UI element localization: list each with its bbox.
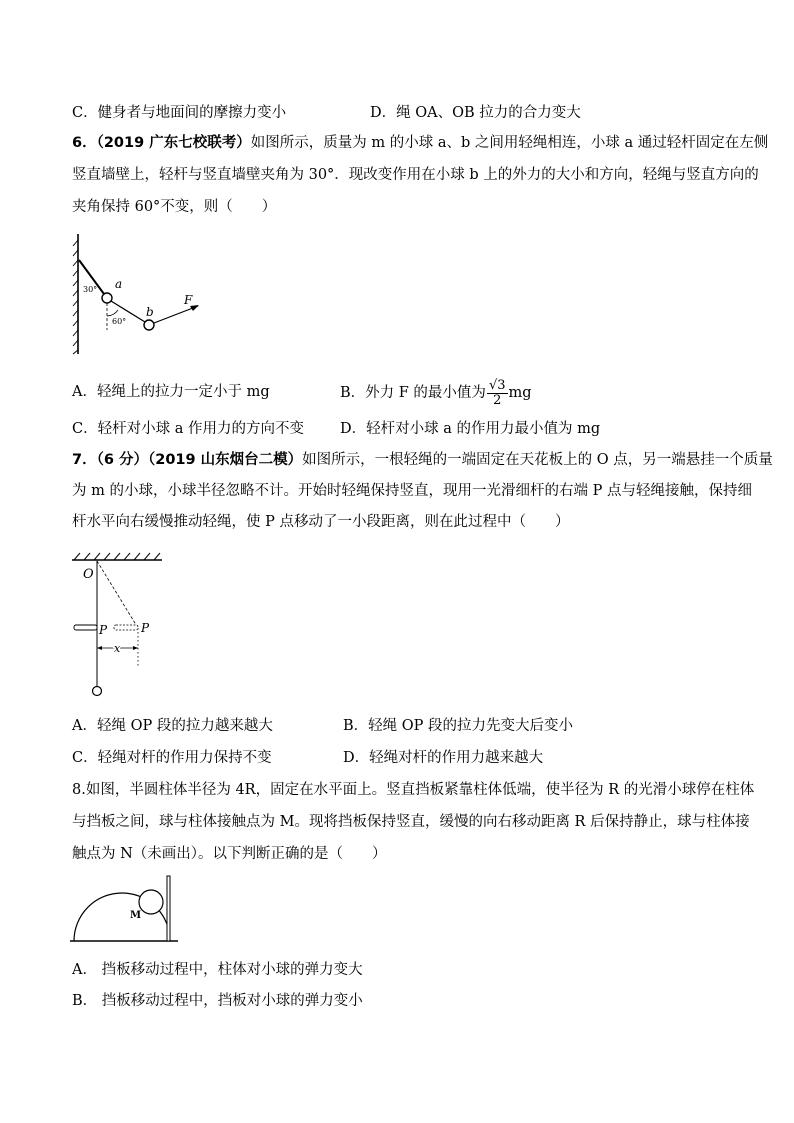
- q6-text1: 如图所示，质量为 m 的小球 a、b 之间用轻绳相连，小球 a 通过轻杆固定在左侧: [250, 135, 769, 151]
- q7-label-O: O: [83, 567, 94, 582]
- q7-option-d: D．轻绳对杆的作用力越来越大: [343, 750, 544, 766]
- q6-option-c: C．轻杆对小球 a 作用力的方向不变: [72, 421, 304, 437]
- q7-label-P-right: P: [141, 621, 150, 635]
- q6-angle-arc: [107, 310, 118, 316]
- q6-ball-a: [102, 293, 112, 303]
- q6-option-d: D．轻杆对小球 a 的作用力最小值为 mg: [340, 421, 601, 437]
- q6-ball-b: [144, 320, 154, 330]
- q8-label-M: M: [130, 910, 142, 921]
- q7-option-b: B．轻绳 OP 段的拉力先变大后变小: [343, 718, 574, 734]
- q6-option-b-text: B．外力 F 的最小值为: [340, 385, 486, 401]
- q8-stem-line2: 与挡板之间，球与柱体接触点为 M。现将挡板保持竖直，缓慢的向右移动距离 R 后保持静止，球与柱体接: [72, 814, 750, 830]
- q6-figure: [66, 232, 216, 360]
- q6-stem-line3: 夹角保持 60°不变，则（ ）: [72, 199, 277, 215]
- q7-stem-line2: 为 m 的小球，小球半径忽略不计。开始时轻绳保持竖直，现用一光滑细杆的右端 P 点与轻绳接触，保持细: [72, 483, 752, 499]
- q6-option-b-fraction: [487, 379, 508, 408]
- q6-label-b: b: [146, 305, 154, 319]
- q7-label-P-left: P: [99, 623, 108, 637]
- q8-stem-line3: 触点为 N（未画出）。以下判断正确的是（ ）: [72, 846, 387, 862]
- q6-label-60: 60°: [112, 317, 127, 326]
- q7-text1: 如图所示，一根轻绳的一端固定在天花板上的 O 点，另一端悬挂一个质量: [302, 452, 773, 468]
- q6-stem-line1: [72, 133, 769, 153]
- q6-option-b-unit: mg: [508, 385, 532, 401]
- q8-board: [167, 876, 170, 941]
- q6-label-30: 30°: [83, 285, 98, 294]
- q7-source: （6 分）（2019 山东烟台二模）: [96, 452, 303, 468]
- q5-option-c: C．健身者与地面间的摩擦力变小: [72, 105, 287, 121]
- q7-number: 7．: [72, 452, 97, 468]
- q8-stem-line1: 8.如图，半圆柱体半径为 4R，固定在水平面上。竖直挡板紧靠柱体低端，使半径为 R 的光滑小球停在柱体: [72, 782, 755, 798]
- q6-label-a: a: [115, 277, 123, 291]
- q6-option-b: [340, 376, 532, 410]
- q8-option-a: A． 挡板移动过程中，柱体对小球的弹力变大: [72, 962, 363, 978]
- q7-rod-initial: [74, 625, 97, 630]
- q7-string-displaced: [97, 561, 138, 628]
- q6-frac-den: 2: [493, 392, 502, 408]
- q6-source: （2019 广东七校联考）: [96, 135, 251, 151]
- q7-label-x: x: [114, 642, 121, 655]
- q8-figure: [66, 870, 186, 946]
- q6-force-arrow: [154, 306, 198, 323]
- q7-option-c: C．轻绳对杆的作用力保持不变: [72, 750, 272, 766]
- q7-rod-moved: [114, 625, 138, 630]
- q7-stem-line3: 杆水平向右缓慢推动轻绳，使 P 点移动了一小段距离，则在此过程中（ ）: [72, 514, 570, 530]
- q7-stem-line1: [72, 450, 773, 470]
- q7-figure: [66, 548, 176, 698]
- q7-option-a: A．轻绳 OP 段的拉力越来越大: [72, 718, 273, 734]
- q6-option-a: A．轻绳上的拉力一定小于 mg: [72, 384, 270, 400]
- q7-ceiling-hatch: [74, 553, 160, 560]
- q6-frac-num: √3: [488, 377, 506, 393]
- q7-ball: [93, 687, 102, 696]
- q6-label-F: F: [184, 293, 193, 307]
- q8-ball: [139, 890, 163, 914]
- q6-number: 6．: [72, 135, 97, 151]
- q5-option-d: D．绳 OA、OB 拉力的合力变大: [370, 105, 581, 121]
- q8-option-b: B． 挡板移动过程中，挡板对小球的弹力变小: [72, 993, 363, 1009]
- q6-stem-line2: 竖直墙壁上，轻杆与竖直墙壁夹角为 30°．现改变作用在小球 b 上的外力的大小和方向，轻绳与竖直方向的: [72, 167, 759, 183]
